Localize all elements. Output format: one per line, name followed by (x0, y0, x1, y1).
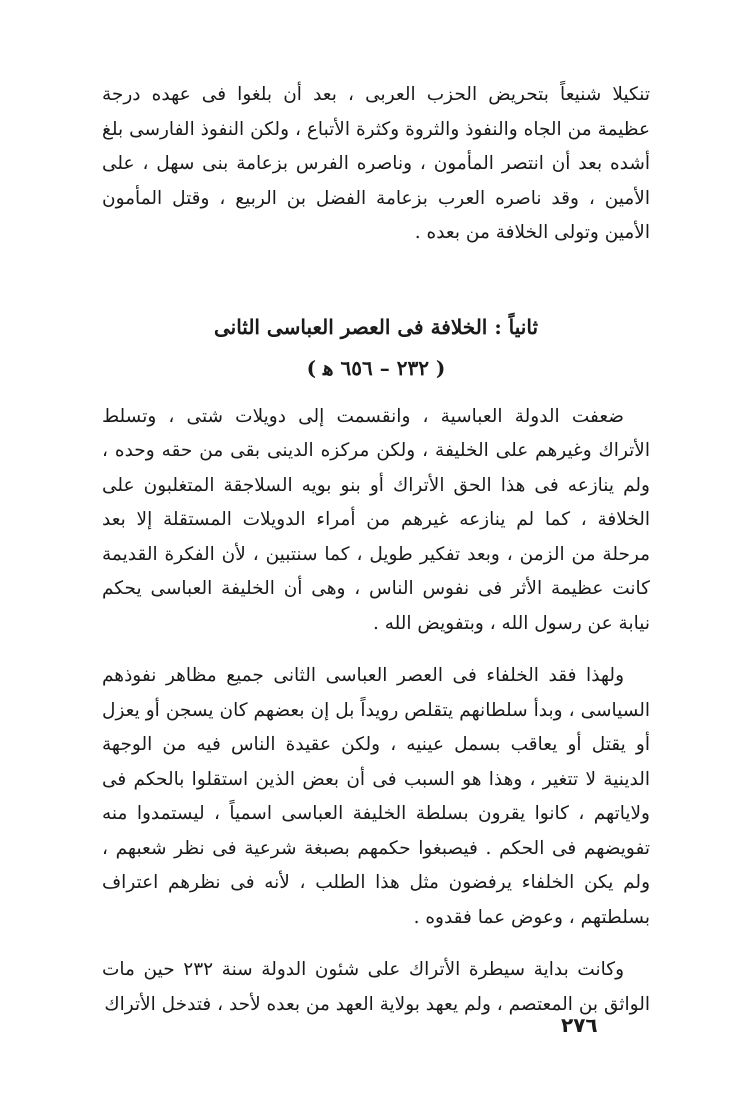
paragraph-4: وكانت بداية سيطرة الأتراك على شئون الدولة سنة ٢٣٢ حين مات الواثق بن المعتصم ، ولم يعهد بولاية العهد من بعده لأحد ، فتدخل الأتراك (102, 959, 650, 1015)
paragraph-2: ضعفت الدولة العباسية ، وانقسمت إلى دويلات شتى ، وتسلط الأتراك وغيرهم على الخليفة ، ولكن مركزه الدينى بقى من حقه وحده ، ولم ينازعه فى هذا الحق الأتراك أو بنو بويه السلاجقة المتغلبون على الخلافة ، كما لم ينازعه غيرهم من أمراء الدويلات المستقلة إلا بعد مرحلة من الزمن ، وبعد تفكير طويل ، كما سنتبين ، لأن الفكرة القديمة كانت عظيمة الأثر فى نفوس الناس ، وهى أن الخليفة العباسى يحكم نيابة عن رسول الله ، وبتفويض الله . (102, 405, 650, 634)
paragraph-1: تنكيلا شنيعاً بتحريض الحزب العربى ، بعد أن بلغوا فى عهده درجة عظيمة من الجاه والنفوذ والثروة وكثرة الأتباع ، ولكن النفوذ الفارسى بلغ أشده بعد أن انتصر المأمون ، وناصره الفرس بزعامة بنى سهل ، على الأمين ، وقد ناصره العرب بزعامة الفضل بن الربيع ، وقتل المأمون الأمين وتولى الخلافة من بعده . (102, 84, 650, 243)
page-body (102, 78, 650, 1022)
paragraph-3: ولهذا فقد الخلفاء فى العصر العباسى الثانى جميع مظاهر نفوذهم السياسى ، وبدأ سلطانهم يتقلص رويداً بل إن بعضهم كان يسجن أو يعزل أو يقتل أو يعاقب بسمل عينيه ، ولكن عقيدة الناس فيه من الوجهة الدينية لا تتغير ، وهذا هو السبب فى أن بعض الذين استقلوا بالحكم فى ولاياتهم ، كانوا يقرون بسلطة الخليفة العباسى اسمياً ، ليستمدوا منه تفويضهم فى الحكم . فيصبغوا حكمهم بصبغة شرعية فى نظر شعبهم ، ولم يكن الخلفاء يرفضون مثل هذا الطلب ، لأنه فى نظرهم اعتراف بسلطتهم ، وعوض عما فقدوه . (102, 665, 650, 928)
section-heading: ثانياً : الخلافة فى العصر العباسى الثانى (213, 314, 539, 339)
page-number: ٢٧٦ (561, 1013, 598, 1037)
section-date-range: ( ٢٣٢ – ٦٥٦ ﻫ ) (306, 355, 446, 380)
